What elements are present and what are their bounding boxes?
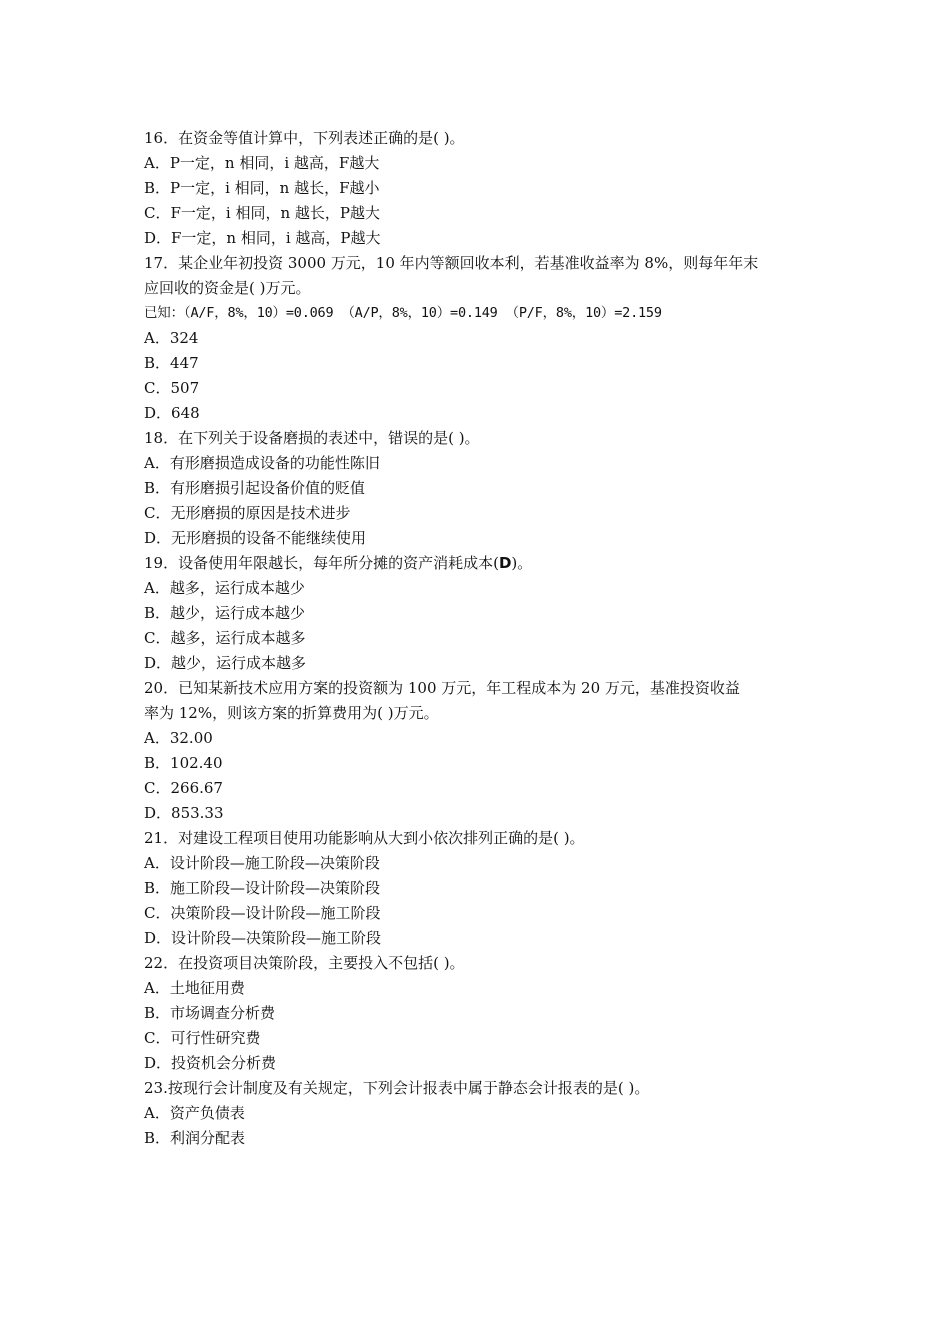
question-stem-continued: 应回收的资金是( )万元。 [144,279,311,297]
question-stem: 23.按现行会计制度及有关规定，下列会计报表中属于静态会计报表的是( )。 [144,1079,650,1097]
option-b: B．P一定，i 相同，n 越长，F越小 [144,179,380,197]
option-d: D．F一定，n 相同，i 越高，P越大 [144,229,381,247]
option-b: B．市场调查分析费 [144,1004,276,1022]
option-c: C．决策阶段—设计阶段—施工阶段 [144,904,381,922]
question-22 [144,951,824,1076]
option-d: D．越少，运行成本越多 [144,654,307,672]
stem-text: 19．设备使用年限越长，每年所分摊的资产消耗成本( [144,554,499,572]
question-20 [144,676,824,826]
option-c: C．266.67 [144,779,223,797]
option-c: C．F一定，i 相同，n 越长，P越大 [144,204,380,222]
question-stem: 18．在下列关于设备磨损的表述中，错误的是( )。 [144,429,480,447]
option-b: B．利润分配表 [144,1129,246,1147]
question-list [144,126,824,1151]
option-b: B．有形磨损引起设备价值的贬值 [144,479,366,497]
question-18 [144,426,824,551]
option-b: B．越少，运行成本越少 [144,604,306,622]
option-c: C．越多，运行成本越多 [144,629,306,647]
option-d: D．设计阶段—决策阶段—施工阶段 [144,929,382,947]
option-a: A．越多，运行成本越少 [144,579,305,597]
option-c: C．507 [144,379,200,397]
stem-text-end: )。 [511,554,533,572]
option-d: D．无形磨损的设备不能继续使用 [144,529,367,547]
question-19 [144,551,824,676]
option-a: A．324 [144,329,199,347]
option-a: A．P一定，n 相同，i 越高，F越大 [144,154,380,172]
option-a: A．资产负债表 [144,1104,245,1122]
option-a: A．有形磨损造成设备的功能性陈旧 [144,454,380,472]
option-a: A．32.00 [144,729,213,747]
option-a: A．土地征用费 [144,979,245,997]
option-d: D．853.33 [144,804,224,822]
option-d: D．投资机会分析费 [144,1054,277,1072]
option-c: C．可行性研究费 [144,1029,261,1047]
question-16 [144,126,824,251]
given-values: 已知：（A/F，8%，10）=0.069 （A/P，8%，10）=0.149 （P/F，8%，10）=2.159 [144,305,662,321]
question-23 [144,1076,824,1151]
question-stem [144,551,824,576]
question-stem: 20．已知某新技术应用方案的投资额为 100 万元，年工程成本为 20 万元，基准投资收益 [144,679,740,697]
question-stem: 22．在投资项目决策阶段，主要投入不包括( )。 [144,954,465,972]
option-d: D．648 [144,404,200,422]
option-c: C．无形磨损的原因是技术进步 [144,504,351,522]
option-b: B．447 [144,354,199,372]
question-stem: 17．某企业年初投资 3000 万元，10 年内等额回收本利，若基准收益率为 8%，则每年年末 [144,254,759,272]
question-stem-continued: 率为 12%，则该方案的折算费用为( )万元。 [144,704,439,722]
question-stem: 16．在资金等值计算中，下列表述正确的是( )。 [144,129,465,147]
answer-mark: D [498,554,512,572]
question-21 [144,826,824,951]
option-b: B．施工阶段—设计阶段—决策阶段 [144,879,381,897]
question-stem: 21．对建设工程项目使用功能影响从大到小依次排列正确的是( )。 [144,829,585,847]
option-b: B．102.40 [144,754,223,772]
question-17 [144,251,824,426]
option-a: A．设计阶段—施工阶段—决策阶段 [144,854,380,872]
